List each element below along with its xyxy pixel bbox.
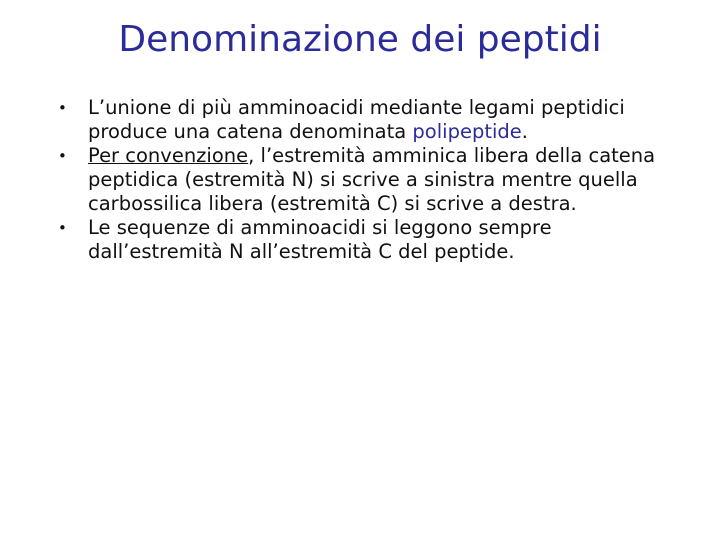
bullet-text-2: , l’estremità amminica libera della catena peptidica (estremità N) si scrive a sinistra mentre quella carbossilica libera (estremità C) si scrive a destra. [88, 144, 656, 215]
bullet-text-3: Le sequenze di amminoacidi si leggono sempre dall’estremità N all’estremità C del peptide. [88, 216, 552, 263]
bullet-text-1-end: . [521, 120, 528, 143]
slide-title: Denominazione dei peptidi [118, 19, 602, 60]
bullet-text-1-start: L’unione di più amminoacidi mediante legami peptidici produce una catena denominata [88, 96, 625, 143]
bullet-icon: • [58, 99, 67, 117]
bullet-term-polipeptide: polipeptide [412, 120, 522, 143]
bullet-underlined-phrase: Per convenzione [88, 144, 249, 167]
bullet-list [58, 96, 668, 264]
bullet-icon: • [58, 219, 67, 237]
bullet-item-1 [58, 96, 668, 144]
bullet-item-3 [58, 216, 668, 264]
bullet-item-2 [58, 144, 668, 216]
bullet-icon: • [58, 147, 67, 165]
